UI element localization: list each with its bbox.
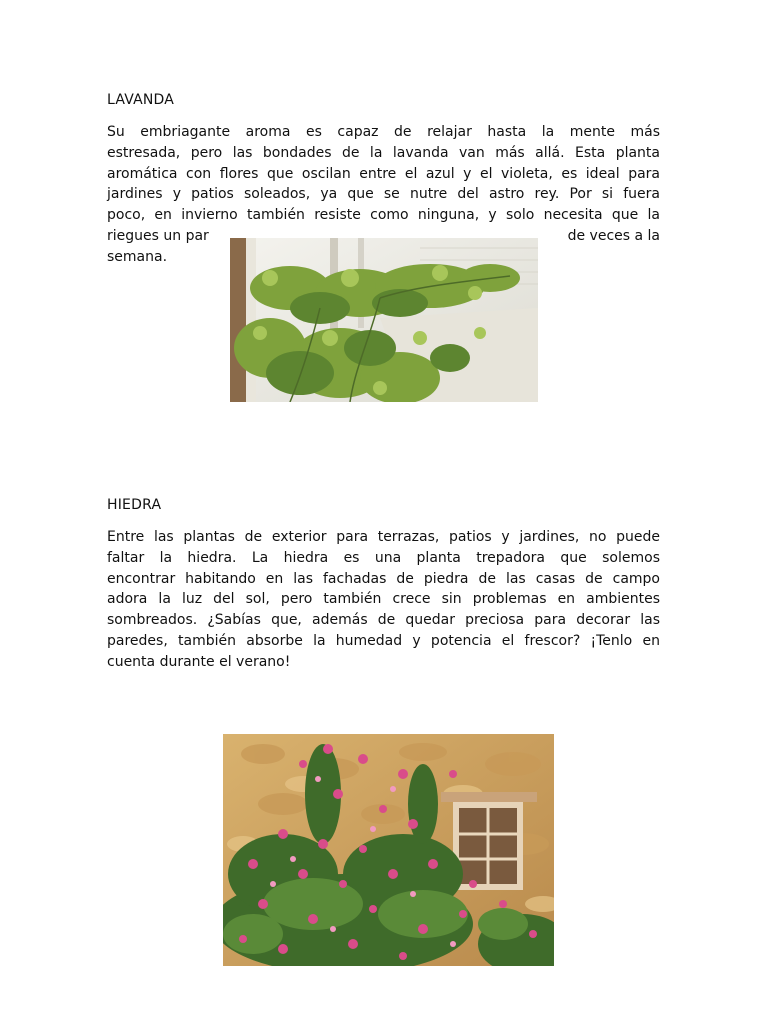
heading-lavanda: LAVANDA bbox=[107, 92, 175, 108]
text-line: poco, en invierno también resiste como ninguna, y solo necesita que la bbox=[107, 207, 660, 224]
roses-photo bbox=[223, 734, 554, 966]
text-line: sombreados. ¿Sabías que, además de quedar preciosa para decorar las bbox=[107, 612, 660, 629]
text-line: encontrar habitando en las fachadas de piedra de las casas de campo bbox=[107, 570, 660, 587]
text-line: cuenta durante el verano! bbox=[107, 653, 291, 670]
text-line: adora la luz del sol, pero también crece sin problemas en ambientes bbox=[107, 591, 660, 608]
text-line: Su embriagante aroma es capaz de relajar hasta la mente más bbox=[107, 124, 660, 140]
text-line: paredes, también absorbe la humedad y potencia el frescor? ¡Tenlo en bbox=[107, 632, 660, 649]
text-line: faltar la hiedra. La hiedra es una planta trepadora que solemos bbox=[107, 549, 660, 566]
text-line: Entre las plantas de exterior para terrazas, patios y jardines, no puede bbox=[107, 529, 660, 545]
text-wrap-right: de veces a la bbox=[567, 227, 660, 244]
paragraph-hiedra bbox=[107, 527, 660, 673]
text-wrap-left: riegues un par bbox=[107, 227, 209, 244]
text-line: semana. bbox=[107, 248, 168, 265]
heading-hiedra: HIEDRA bbox=[107, 497, 162, 513]
text-line: jardines y patios soleados, ya que se nutre del astro rey. Por si fuera bbox=[107, 186, 660, 203]
plant-photo bbox=[230, 238, 538, 402]
text-line: aromática con flores que oscilan entre el azul y el violeta, es ideal para bbox=[107, 165, 660, 182]
text-line: estresada, pero las bondades de la lavanda van más allá. Esta planta bbox=[107, 144, 660, 161]
